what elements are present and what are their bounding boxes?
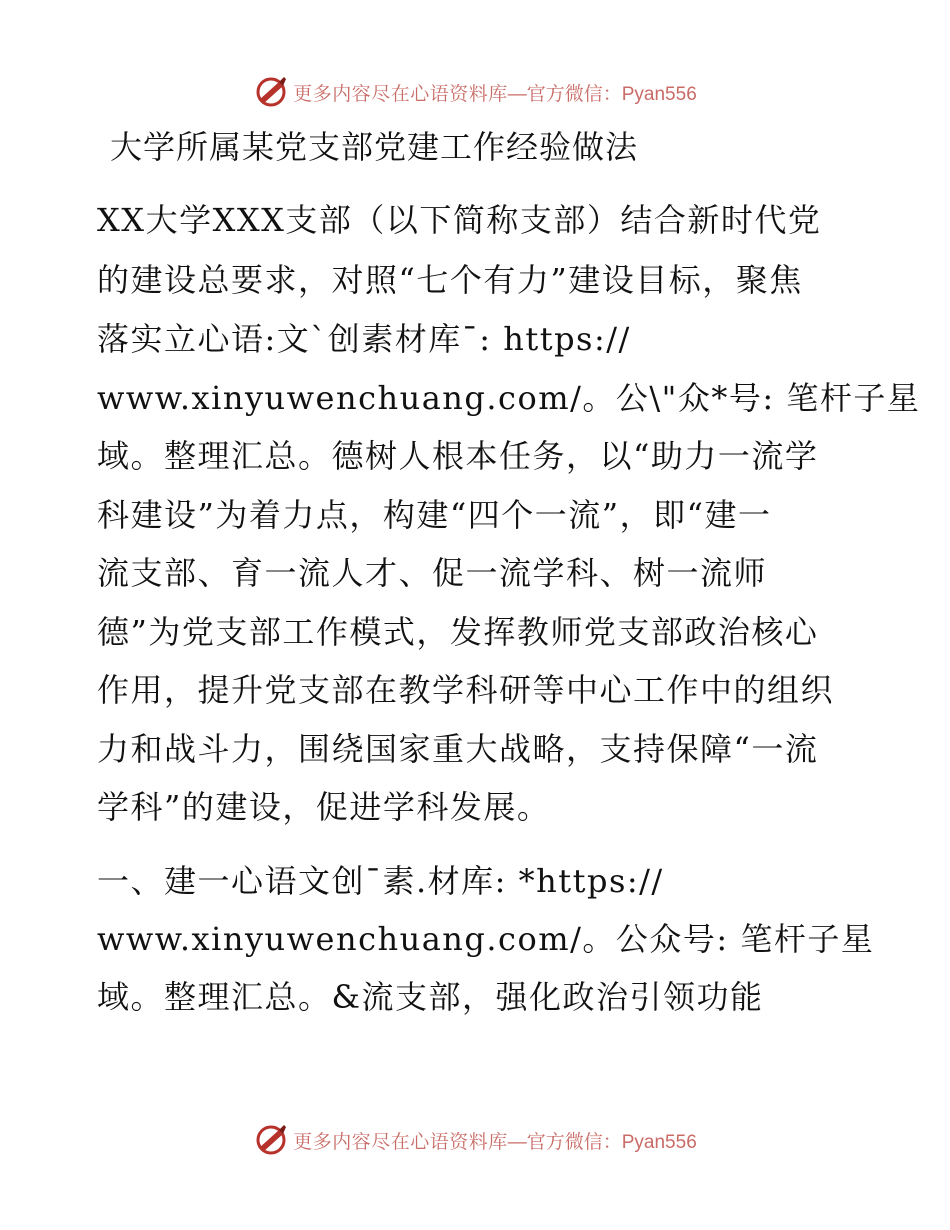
paragraph-line: 的建设总要求，对照“七个有力”建设目标，聚焦 (97, 261, 803, 299)
paragraph-line: 域。整理汇总。&流支部，强化政治引领功能 (97, 978, 764, 1016)
pen-ring-logo-icon (253, 74, 289, 110)
paragraph-line: XX大学XXX支部（以下简称支部）结合新时代党 (97, 201, 822, 239)
banner-text: 更多内容尽在心语资料库 (293, 82, 508, 105)
banner-text: 更多内容尽在心语资料库 (293, 1130, 508, 1153)
pen-ring-logo-icon (253, 1122, 289, 1158)
section-heading-line: 一、建一心语文创¯素.材库: *https:// (97, 862, 664, 900)
paragraph-line: 科建设”为着力点，构建“四个一流”，即“建一 (97, 496, 772, 534)
document-title: 大学所属某党支部党建工作经验做法 (110, 128, 639, 166)
header-banner (0, 70, 950, 114)
paragraph-line: www.xinyuwenchuang.com/。公众号: 笔杆子星 (97, 920, 875, 958)
paragraph-line: 落实立心语:文`创素材库¯: https:// (97, 320, 631, 358)
footer-banner (0, 1118, 950, 1162)
banner-wechat: —官方微信：Pyan556 (507, 83, 697, 105)
banner-wechat: —官方微信：Pyan556 (507, 1131, 697, 1153)
paragraph-line: 流支部、育一流人才、促一流学科、树一流师 (97, 554, 768, 592)
paragraph-line: 力和战斗力，围绕国家重大战略，支持保障“一流 (97, 730, 819, 768)
paragraph-line: 域。整理汇总。德树人根本任务，以“助力一流学 (97, 437, 819, 475)
paragraph-line: 德”为党支部工作模式，发挥教师党支部政治核心 (97, 613, 819, 651)
paragraph-line: www.xinyuwenchuang.com/。公\"众*号: 笔杆子星 (97, 379, 921, 417)
paragraph-line: 学科”的建设，促进学科发展。 (97, 788, 551, 826)
paragraph-line: 作用，提升党支部在教学科研等中心工作中的组织 (97, 671, 835, 709)
